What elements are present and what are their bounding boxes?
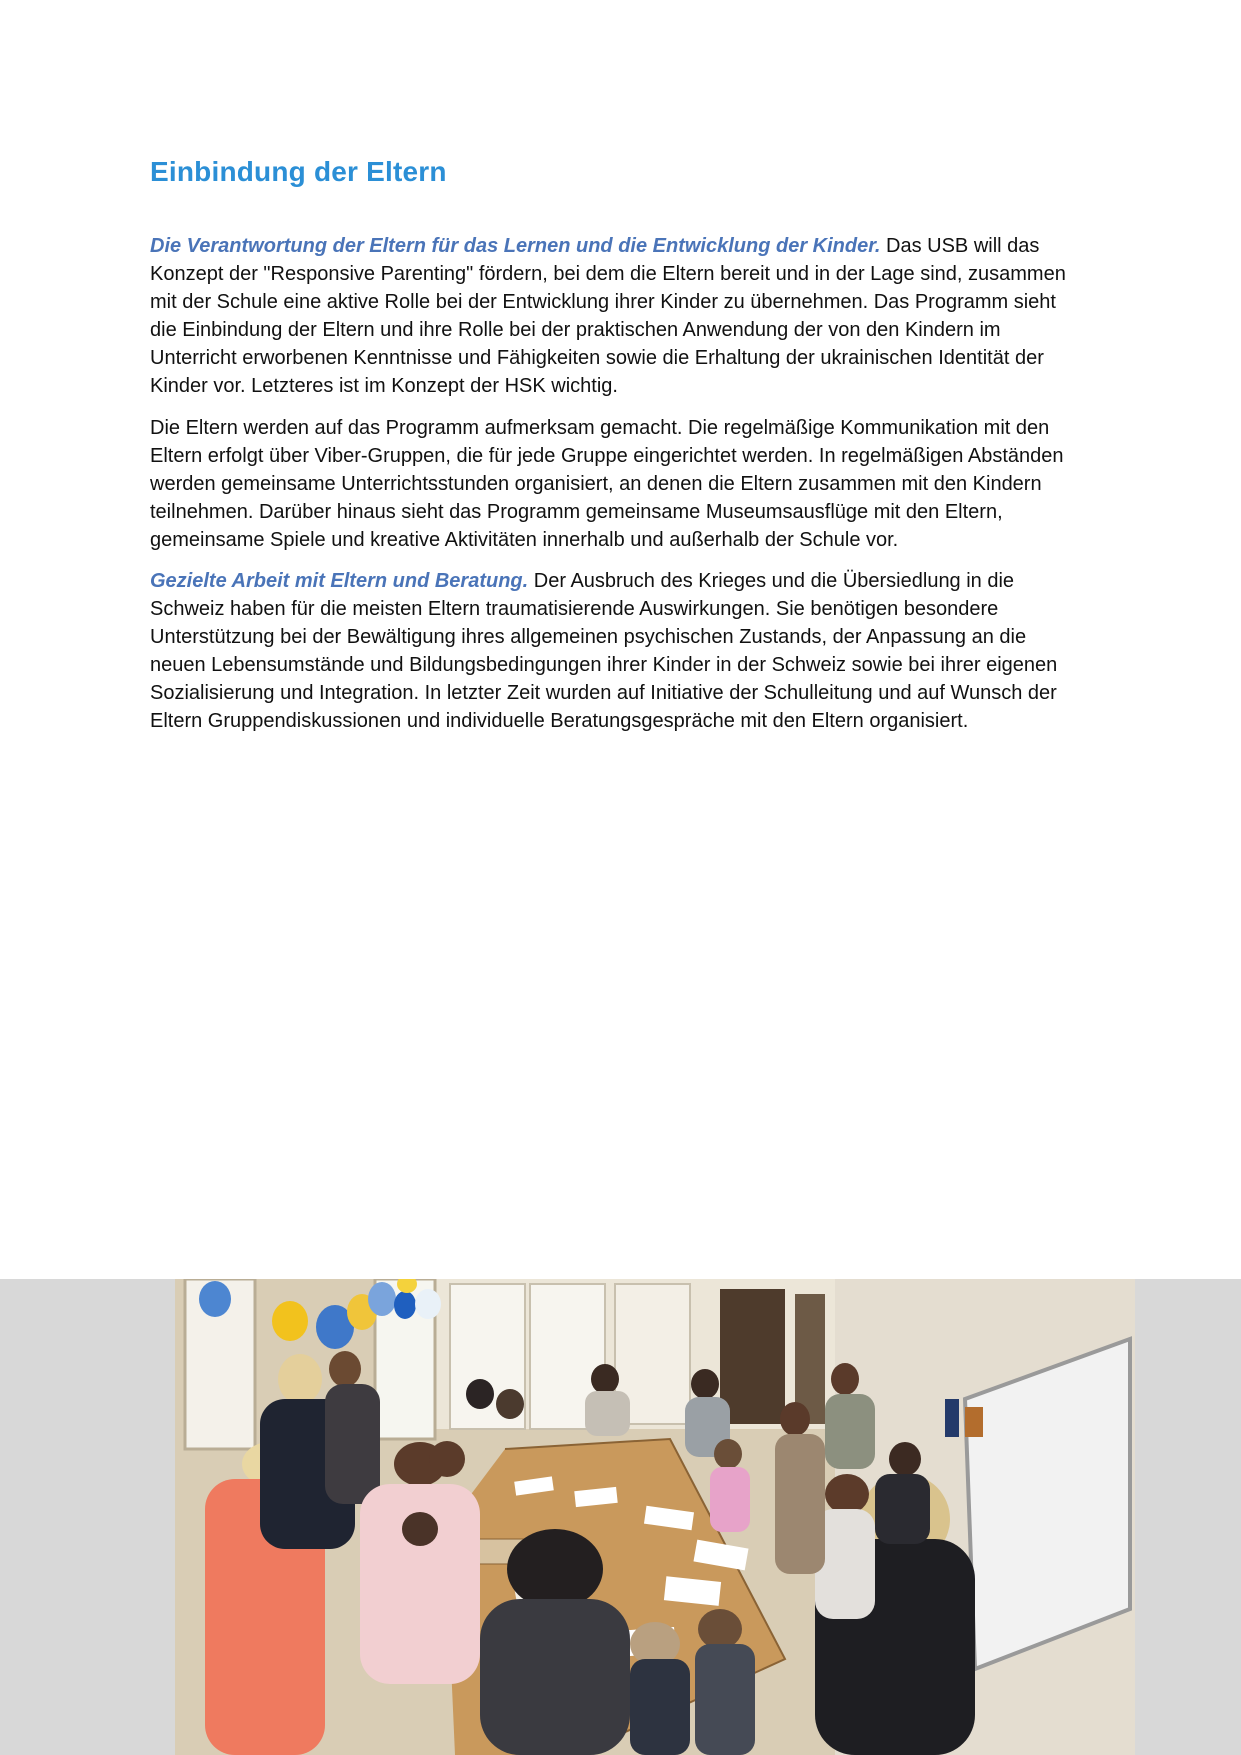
classroom-photo-illustration (175, 1279, 1135, 1755)
paragraph-lead: Gezielte Arbeit mit Eltern und Beratung. (150, 570, 529, 592)
paragraph-text: Der Ausbruch des Krieges und die Übersiedlung in die Schweiz haben für die meisten Eltern traumatisierende Auswirkungen. Sie benötigen besondere Unterstützung bei der Bewältigung ihres allgemeinen psychischen Zustands, der Anpassung an die neuen Lebensumstände und Bildungsbedingungen ihrer Kinder in der Schweiz sowie bei ihrer eigenen Sozialisierung und Integration. In letzter Zeit wurden auf Initiative der Schulleitung und auf Wunsch der Eltern Gruppendiskussionen und individuelle Beratungsgespräche mit den Eltern organisiert. (150, 570, 1058, 732)
page-title: Einbindung der Eltern (150, 156, 447, 187)
paragraph-counseling (150, 567, 1085, 735)
paragraph-responsibility (150, 232, 1085, 400)
paragraph-communication (150, 414, 1085, 554)
classroom-photo (175, 1279, 1135, 1755)
photo-band (0, 1279, 1241, 1755)
paragraph-lead: Die Verantwortung der Eltern für das Lernen und die Entwicklung der Kinder. (150, 235, 881, 257)
page-content (150, 150, 1085, 732)
paragraph-text: Das USB will das Konzept der "Responsive Parenting" fördern, bei dem die Eltern bereit und in der Lage sind, zusammen mit der Schule eine aktive Rolle bei der Entwicklung ihrer Kinder zu übernehmen. Das Programm sieht die Einbindung der Eltern und ihre Rolle bei der praktischen Anwendung der von den Kindern im Unterricht erworbenen Kenntnisse und Fähigkeiten sowie die Erhaltung der ukrainischen Identität der Kinder vor. Letzteres ist im Konzept der HSK wichtig. (150, 235, 1066, 397)
paragraph-text: Die Eltern werden auf das Programm aufmerksam gemacht. Die regelmäßige Kommunikation mit den Eltern erfolgt über Viber-Gruppen, die für jede Gruppe eingerichtet werden. In regelmäßigen Abständen werden gemeinsame Unterrichtsstunden organisiert, an denen die Eltern zusammen mit den Kindern teilnehmen. Darüber hinaus sieht das Programm gemeinsame Museumsausflüge mit den Eltern, gemeinsame Spiele und kreative Aktivitäten innerhalb und außerhalb der Schule vor. (150, 417, 1064, 551)
